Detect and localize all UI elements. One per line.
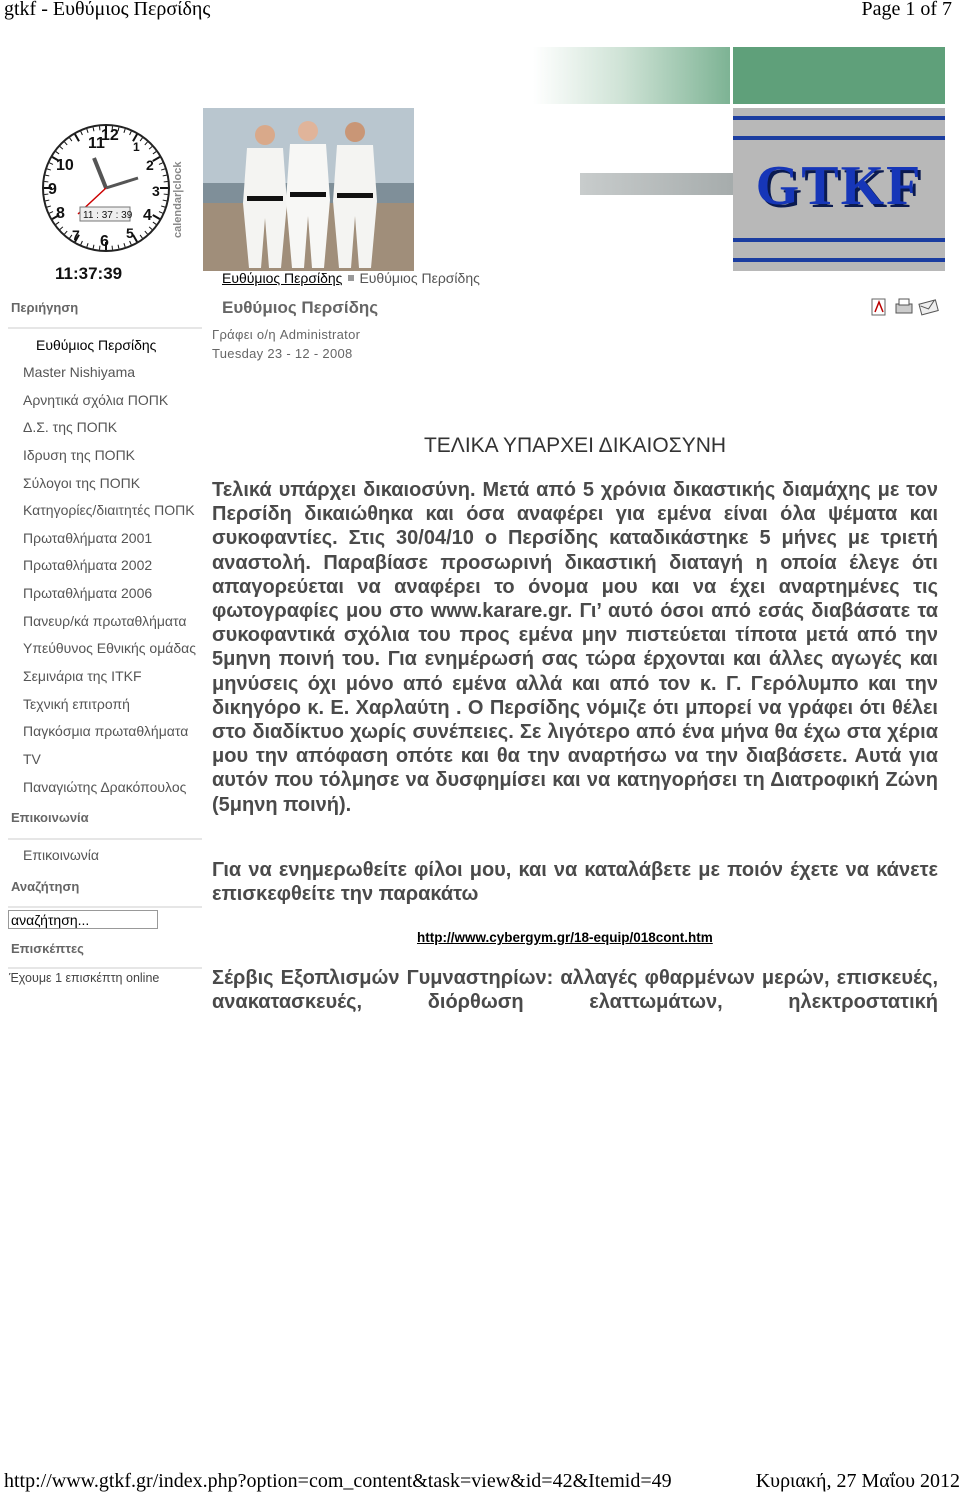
svg-text:5: 5 [126,225,134,241]
email-icon[interactable] [919,300,938,315]
divider [8,906,202,908]
svg-text:3: 3 [152,183,160,199]
sidebar-visitors-heading: Επισκέπτες [11,941,84,956]
divider [8,327,202,329]
sidebar-item[interactable]: Σύλογοι της ΠΟΠΚ [23,475,141,491]
svg-text:4: 4 [143,207,152,224]
breadcrumb-link[interactable]: Ευθύμιος Περσίδης [222,270,343,286]
gtkf-logo [733,108,945,271]
svg-text:6: 6 [100,233,109,250]
sidebar-item[interactable]: TV [23,751,41,767]
sidebar-item-contact[interactable]: Επικοινωνία [23,847,99,863]
sidebar-item[interactable]: Τεχνική επιτροπή [23,696,130,712]
sidebar-nav-heading: Περιήγηση [11,300,79,315]
sidebar-item[interactable]: Παναγιώτης Δρακόπουλος [23,779,187,795]
banner-gradient-block [533,47,730,104]
sidebar-item[interactable]: Παγκόσμια πρωταθλήματα [23,723,189,739]
sidebar-item[interactable]: Πρωταθλήματα 2006 [23,585,153,601]
sidebar-item[interactable]: Πανευρ/κά πρωταθλήματα [23,613,187,629]
print-page-number: Page 1 of 7 [861,0,952,20]
article-paragraph: Για να ενημερωθείτε φίλοι μου, και να καταλάβετε με ποιόν έχετε να κάνετε επισκεφθείτε την παρακάτω [212,859,938,906]
print-icon[interactable] [896,299,912,313]
svg-text:8: 8 [56,205,65,222]
sidebar-item[interactable]: Πρωταθλήματα 2002 [23,557,153,573]
svg-text:2: 2 [146,157,154,173]
sidebar-item[interactable]: Master Nishiyama [23,364,136,380]
clock-brand: calendar|clock [172,161,184,238]
digital-clock: 11:37:39 [55,264,123,283]
sidebar-item[interactable]: Αρνητικά σχόλια ΠΟΠΚ [23,392,169,408]
divider [8,838,202,840]
banner-green-block [733,47,945,104]
svg-text:12: 12 [101,127,119,144]
sidebar-item[interactable]: Ιδρυση της ΠΟΠΚ [23,447,136,463]
sidebar-contact-heading: Επικοινωνία [11,810,89,825]
sidebar-search-heading: Αναζήτηση [11,879,80,894]
visitors-text: Έχουμε 1 επισκέπτη online [9,971,160,985]
article-tools [870,296,940,318]
sidebar-item[interactable]: Κατηγορίες/διαιτητές ΠΟΠΚ [23,502,195,518]
article-title: Ευθύμιος Περσίδης [222,298,379,317]
banner-gray-bar [580,173,733,195]
breadcrumb-separator-icon [348,275,354,281]
pdf-icon[interactable] [872,299,885,315]
sidebar-item[interactable]: Σεμινάρια της ITKF [23,668,142,684]
print-footer-date: Κυριακή, 27 Μαΐου 2012 [755,1470,960,1492]
sidebar-item[interactable]: Πρωταθλήματα 2001 [23,530,153,546]
breadcrumb-current: Ευθύμιος Περσίδης [359,270,480,286]
article-date: Tuesday 23 - 12 - 2008 [212,346,353,361]
article-author: Γράφει ο/η Administrator [212,327,361,342]
article-paragraph: Σέρβις Εξοπλισμών Γυμναστηρίων: αλλαγές φθαρμένων μερών, επισκευές, ανακατασκευές, διόρθωση ελαττωμάτων, ηλεκτροστατική [212,967,938,1014]
clock-face-time: 11 : 37 : 39 [83,210,133,221]
breadcrumb [222,270,480,286]
logo-text: GTKF [755,155,923,217]
svg-text:10: 10 [56,157,74,174]
sidebar-item[interactable]: Ευθύμιος Περσίδης [36,337,157,353]
clock-widget [38,118,188,258]
print-footer-url: http://www.gtkf.gr/index.php?option=com_content&task=view&id=42&Itemid=49 [4,1470,672,1492]
article-headline: ΤΕΛΙΚΑ ΥΠΑΡΧΕΙ ΔΙΚΑΙΟΣΥΝΗ [423,434,727,457]
print-header [0,0,960,26]
svg-text:9: 9 [48,181,57,198]
sidebar-item[interactable]: Υπεύθυνος Εθνικής ομάδας [23,640,196,656]
search-input[interactable]: αναζήτηση... [8,910,158,929]
print-header-title: gtkf - Ευθύμιος Περσίδης [4,0,211,20]
header-photo [203,108,414,271]
svg-text:7: 7 [72,227,80,243]
svg-text:1: 1 [133,140,140,154]
svg-text:11: 11 [88,135,105,152]
article-paragraph: Τελικά υπάρχει δικαιοσύνη. Μετά από 5 χρόνια δικαστικής διαμάχης με τον Περσίδη δικαιώθηκα και όσα αναφέρει για εμένα είναι όλα ψέματα και συκοφαντίες. Στις 30/04/10 ο Περσίδης καταδικάστηκε 5 μήνες με τριετή αναστολή. Παραβίασε προσωρινή δικαστική διαταγή η οποία έλεγε ότι απαγορεύεται να αναφέρει το όνομα μου και να έχει αναρτημένες τις φωτογραφίες μου στο www.karare.gr. Γι’ αυτό όσοι από εσάς διαβάσατε τα συκοφαντικά σχόλια του προς εμένα μην πιστεύεται τίποτα μετά από την 5μηνη ποινή του. Για ενημέρωσή σας τώρα έρχονται και άλλες αγωγές και μηνύσεις όχι μόνο από εμένα αλλά και από τον κ. Γ. Γερόλυμπο και την δικηγόρο κ. Ε. Χαρλαύτη . Ο Περσίδης νόμιζε ότι μπορεί να γράφει ότι θέλει στο διαδίκτυο χωρίς συνέπειες. Σε λιγότερο από ένα μήνα θα έχω στα χέρια μου την απόφαση οπότε και θα την αναρτήσω να την διαβάσετε. Αυτά για αυτόν που τόλμησε να δυσφημίσει και να κατηγορήσει τη Διατροφική Ζώνη (5μηνη ποινή). [212,479,938,816]
divider [8,967,202,969]
sidebar-item[interactable]: Δ.Σ. της ΠΟΠΚ [23,419,118,435]
external-link[interactable]: http://www.cybergym.gr/18-equip/018cont.htm [417,930,713,945]
